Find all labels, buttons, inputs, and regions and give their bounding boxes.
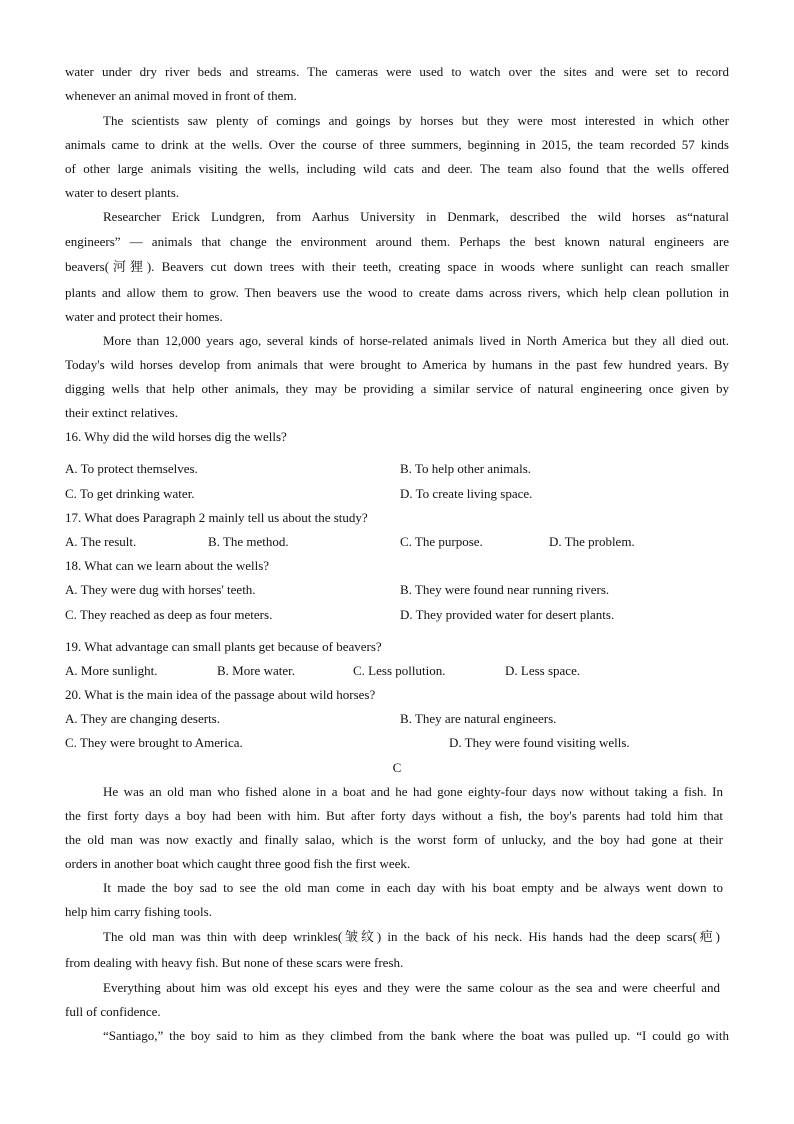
q18-stem: 18. What can we learn about the wells? bbox=[65, 558, 270, 573]
passage-c-p2-line1: It made the boy sad to see the old man come in each day with his boat empty and be always went down to bbox=[103, 880, 723, 895]
passage-b-p2-line4: water to desert plants. bbox=[65, 185, 180, 200]
passage-b-p3-line2: engineers” — animals that change the environment around them. Perhaps the best known natural engineers are bbox=[65, 234, 729, 249]
q18-option-c: C. They reached as deep as four meters. bbox=[65, 607, 273, 622]
passage-c-p3-line2: from dealing with heavy fish. But none of these scars were fresh. bbox=[65, 955, 404, 970]
passage-b-p4-line1: More than 12,000 years ago, several kinds of horse-related animals lived in North America but they all died out. bbox=[103, 333, 729, 348]
q19-option-c: C. Less pollution. bbox=[353, 663, 446, 678]
passage-c-p1-line4: orders in another boat which caught three good fish the first week. bbox=[65, 856, 411, 871]
q17-option-c: C. The purpose. bbox=[400, 534, 483, 549]
passage-c-p5-line1: “Santiago,” the boy said to him as they climbed from the bank where the boat was pulled up. “I could go with bbox=[103, 1028, 729, 1043]
passage-c-heading: C bbox=[392, 760, 402, 775]
passage-c-p4-line1: Everything about him was old except his eyes and they were the same colour as the sea and were cheerful and bbox=[103, 980, 720, 995]
q16-option-b: B. To help other animals. bbox=[400, 461, 531, 476]
passage-c-p1-line1: He was an old man who fished alone in a boat and he had gone eighty-four days now without taking a fish. In bbox=[103, 784, 723, 799]
q20-stem: 20. What is the main idea of the passage about wild horses? bbox=[65, 687, 376, 702]
passage-b-p4-line3: digging wells that help other animals, they may be providing a similar service of natural engineering once given by bbox=[65, 381, 729, 396]
q19-option-a: A. More sunlight. bbox=[65, 663, 158, 678]
q17-option-b: B. The method. bbox=[208, 534, 289, 549]
passage-b-p3-line4: plants and allow them to grow. Then beavers use the wood to create dams across rivers, which help clean pollution in bbox=[65, 285, 729, 300]
passage-b-p3-line3: beavers(河狸). Beavers cut down trees with their teeth, creating space in woods where sunlight can reach smaller bbox=[65, 259, 729, 274]
passage-c-p4-line2: full of confidence. bbox=[65, 1004, 161, 1019]
q16-stem: 16. Why did the wild horses dig the wells? bbox=[65, 429, 287, 444]
passage-c-p3-line1: The old man was thin with deep wrinkles(皱纹) in the back of his neck. His hands had the deep scars(疤) bbox=[103, 929, 720, 944]
q20-option-a: A. They are changing deserts. bbox=[65, 711, 220, 726]
passage-b-p3-line1: Researcher Erick Lundgren, from Aarhus University in Denmark, described the wild horses as“natural bbox=[103, 209, 729, 224]
passage-b-p3-line5: water and protect their homes. bbox=[65, 309, 223, 324]
q18-option-d: D. They provided water for desert plants. bbox=[400, 607, 615, 622]
q20-option-d: D. They were found visiting wells. bbox=[449, 735, 630, 750]
passage-b-p2-line3: of other large animals visiting the wells, including wild cats and deer. The team also found that the wells offered bbox=[65, 161, 729, 176]
q20-option-b: B. They are natural engineers. bbox=[400, 711, 557, 726]
passage-b-p1-line2: whenever an animal moved in front of them. bbox=[65, 88, 297, 103]
q20-option-c: C. They were brought to America. bbox=[65, 735, 243, 750]
q16-option-a: A. To protect themselves. bbox=[65, 461, 198, 476]
q16-option-c: C. To get drinking water. bbox=[65, 486, 195, 501]
q18-option-a: A. They were dug with horses' teeth. bbox=[65, 582, 256, 597]
q17-stem: 17. What does Paragraph 2 mainly tell us about the study? bbox=[65, 510, 368, 525]
q19-option-d: D. Less space. bbox=[505, 663, 581, 678]
q19-stem: 19. What advantage can small plants get because of beavers? bbox=[65, 639, 382, 654]
passage-b-p4-line4: their extinct relatives. bbox=[65, 405, 178, 420]
q16-option-d: D. To create living space. bbox=[400, 486, 533, 501]
q17-option-d: D. The problem. bbox=[549, 534, 635, 549]
passage-b-p2-line1: The scientists saw plenty of comings and goings by horses but they were most interested in which other bbox=[103, 113, 729, 128]
passage-c-p1-line3: the old man was now exactly and finally salao, which is the worst form of unlucky, and the boy had gone at their bbox=[65, 832, 723, 847]
passage-b-p4-line2: Today's wild horses develop from animals that were brought to America by humans in the past few hundred years. By bbox=[65, 357, 729, 372]
q17-option-a: A. The result. bbox=[65, 534, 137, 549]
q18-option-b: B. They were found near running rivers. bbox=[400, 582, 610, 597]
q19-option-b: B. More water. bbox=[217, 663, 295, 678]
passage-b-p2-line2: animals came to drink at the wells. Over the course of three summers, beginning in 2015, the team recorded 57 kinds bbox=[65, 137, 729, 152]
passage-c-p1-line2: the first forty days a boy had been with him. But after forty days without a fish, the boy's parents had told him that bbox=[65, 808, 723, 823]
passage-c-p2-line2: help him carry fishing tools. bbox=[65, 904, 212, 919]
passage-b-p1-line1: water under dry river beds and streams. The cameras were used to watch over the sites and were set to record bbox=[65, 64, 729, 79]
